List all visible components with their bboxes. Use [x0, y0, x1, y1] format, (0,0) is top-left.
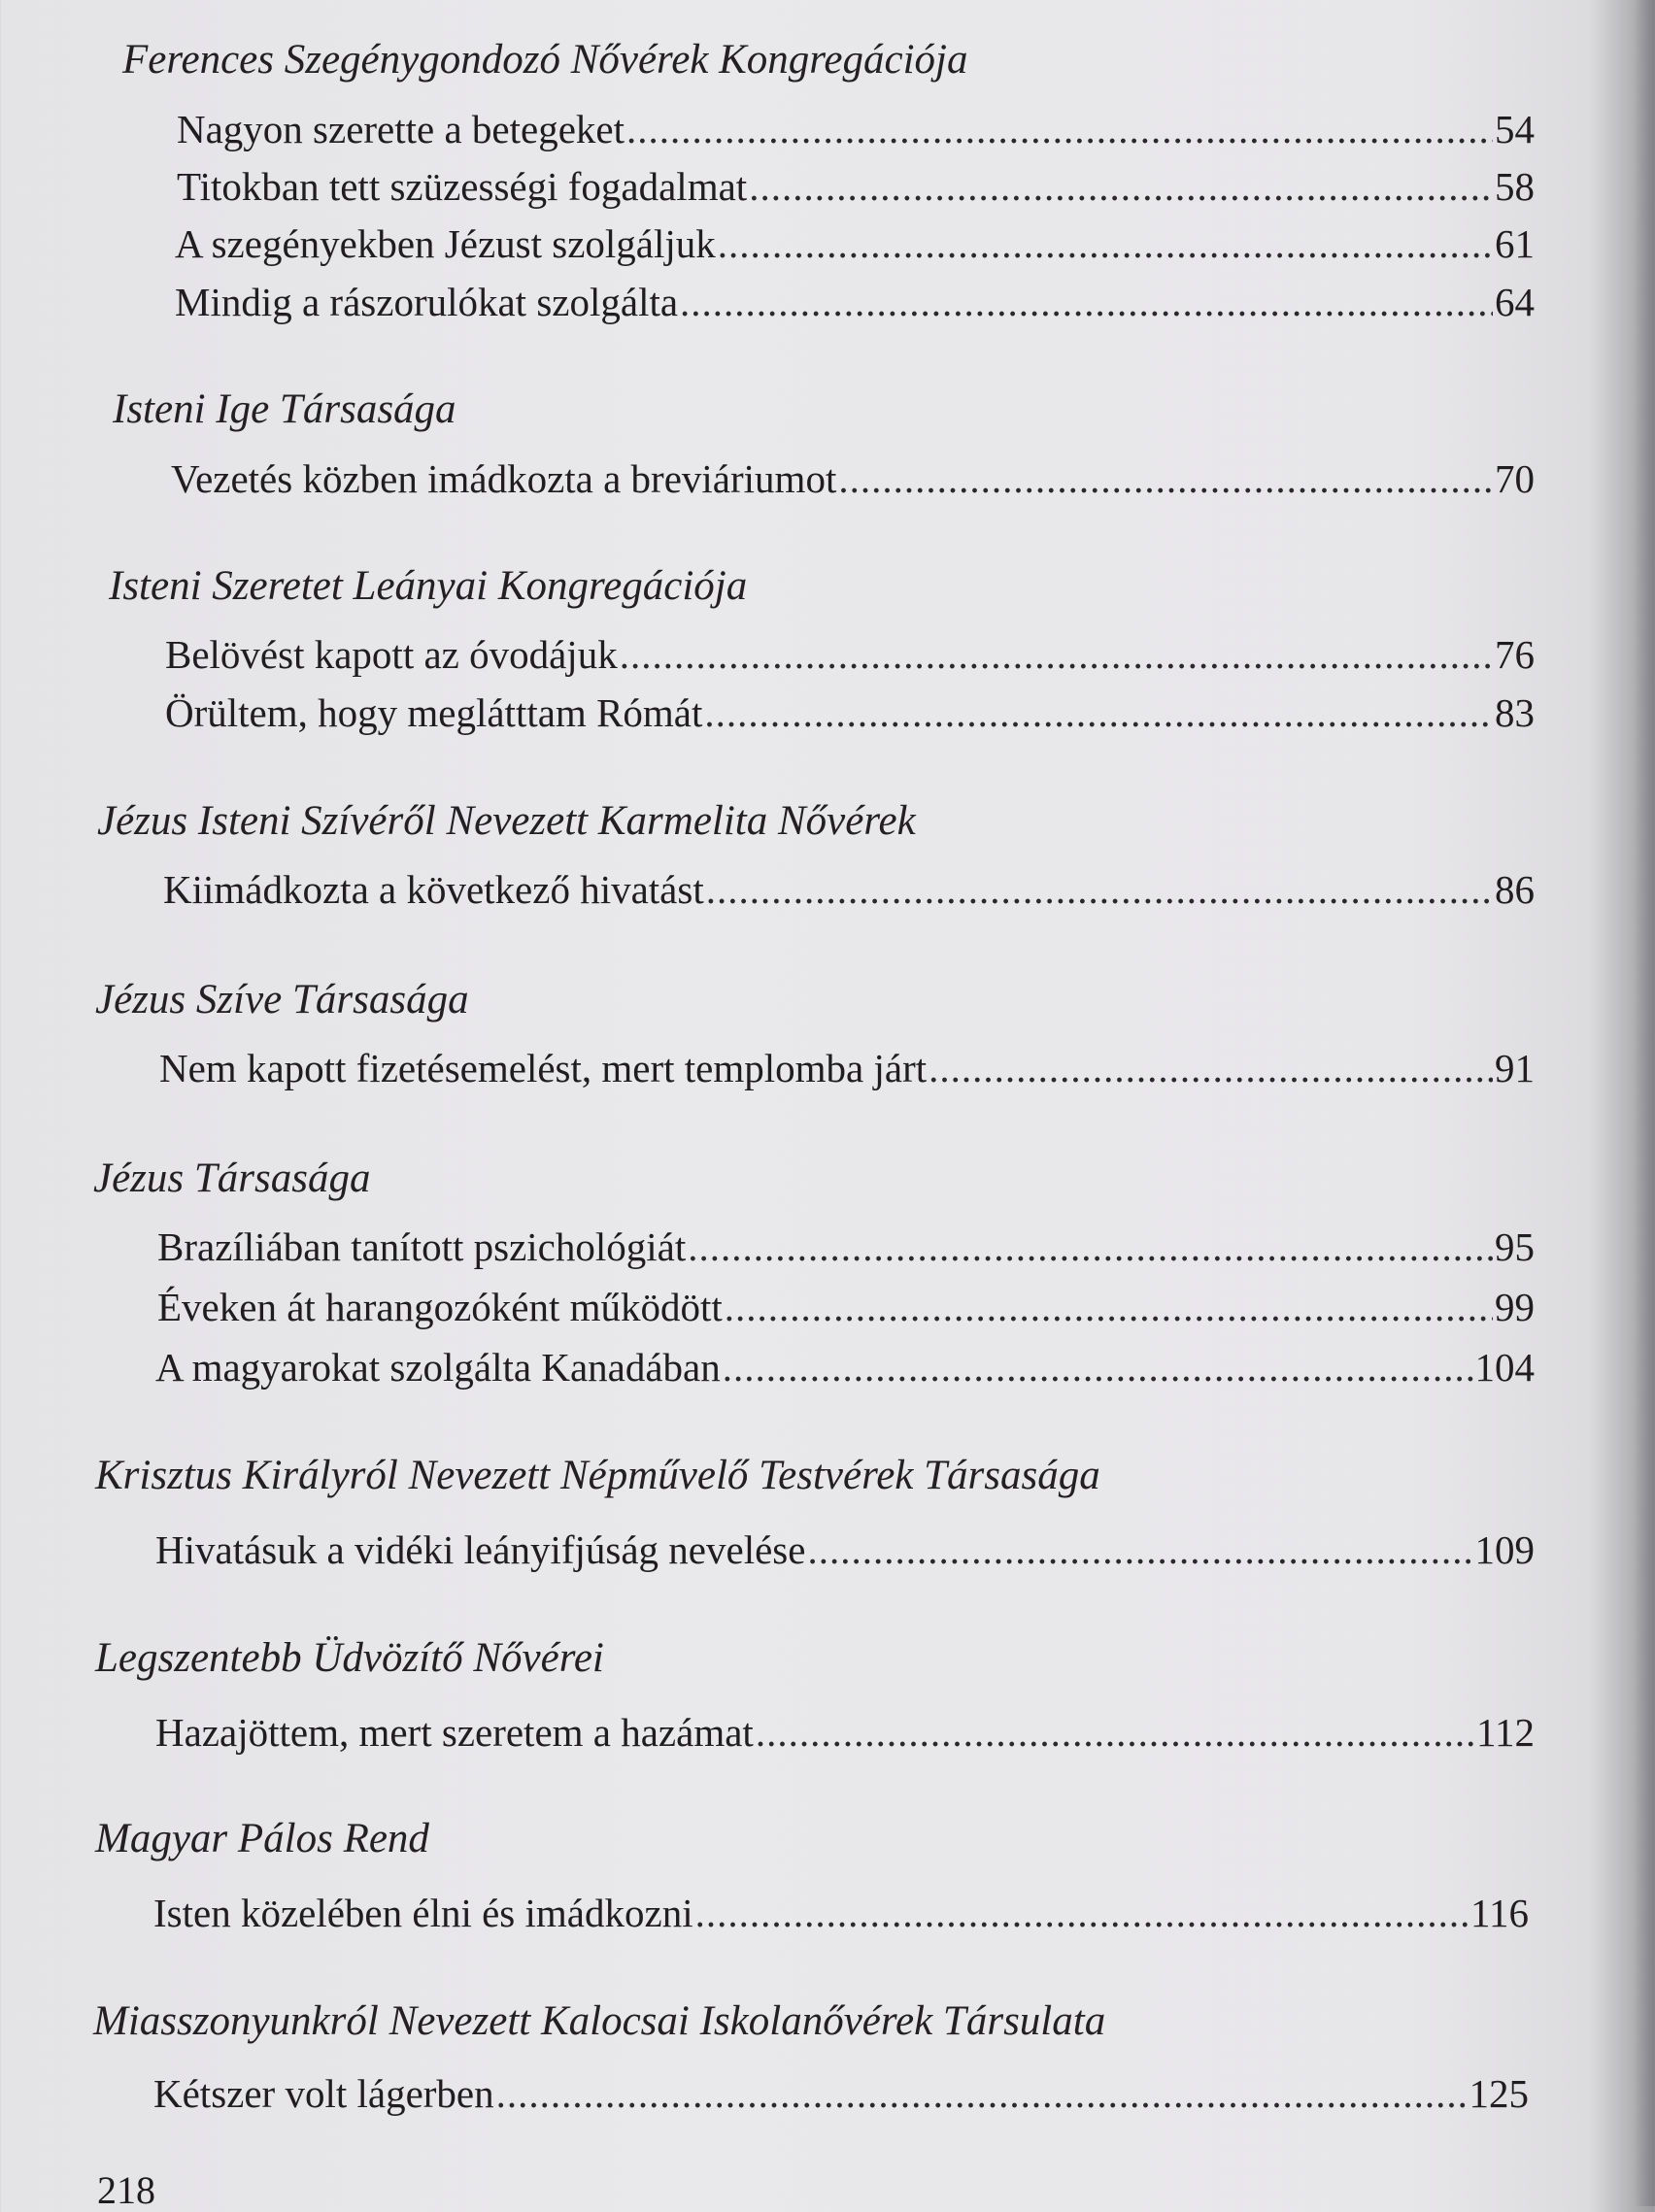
toc-entry[interactable] [157, 1224, 1535, 1269]
toc-entry[interactable] [153, 1891, 1529, 1935]
dot-leader [704, 693, 1493, 733]
entry-title: Belövést kapott az óvodájuk [165, 632, 618, 677]
entry-page-number: 54 [1495, 107, 1535, 151]
dot-leader [680, 283, 1493, 322]
dot-leader [723, 1348, 1473, 1388]
toc-entry[interactable] [165, 632, 1535, 677]
entry-page-number: 125 [1469, 2071, 1529, 2116]
entry-page-number: 64 [1495, 280, 1535, 324]
entry-page-number: 112 [1476, 1710, 1535, 1755]
toc-entry[interactable] [171, 456, 1535, 501]
entry-page-number: 91 [1495, 1046, 1535, 1090]
dot-leader [688, 1227, 1493, 1267]
toc-entry[interactable] [159, 1046, 1535, 1090]
entry-title: Brazíliában tanított pszichológiát [157, 1224, 687, 1269]
section-heading: Isteni Szeretet Leányai Kongregációja [109, 563, 748, 609]
toc-entry[interactable] [175, 221, 1535, 266]
toc-entry[interactable] [163, 867, 1535, 912]
entry-title: A szegényekben Jézust szolgáljuk [175, 221, 716, 266]
dot-leader [626, 110, 1493, 150]
entry-title: Nagyon szerette a betegeket [177, 107, 625, 151]
dot-leader [807, 1530, 1472, 1570]
entry-title: Örültem, hogy meglátttam Rómát [165, 690, 703, 735]
dot-leader [718, 224, 1493, 264]
dot-leader [838, 459, 1493, 499]
entry-title: Vezetés közben imádkozta a breviáriumot [171, 456, 837, 501]
entry-title: Éveken át harangozóként működött [157, 1285, 723, 1329]
dot-leader [725, 1288, 1493, 1327]
dot-leader [749, 167, 1493, 207]
dot-leader [620, 635, 1493, 675]
dot-leader [706, 870, 1493, 910]
entry-page-number: 76 [1495, 632, 1535, 677]
toc-entry[interactable] [165, 690, 1535, 735]
entry-title: Hazajöttem, mert szeretem a hazámat [155, 1710, 754, 1755]
entry-page-number: 116 [1470, 1891, 1529, 1935]
entry-title: Kétszer volt lágerben [153, 2071, 494, 2116]
entry-page-number: 58 [1495, 164, 1535, 209]
entry-title: Isten közelében élni és imádkozni [153, 1891, 693, 1935]
section-heading: Jézus Társasága [93, 1156, 371, 1201]
section-heading: Magyar Pálos Rend [95, 1816, 429, 1861]
entry-title: A magyarokat szolgálta Kanadában [155, 1345, 721, 1390]
toc-entry[interactable] [177, 107, 1535, 151]
book-gutter-shadow [1634, 0, 1655, 2206]
entry-page-number: 95 [1495, 1224, 1535, 1269]
entry-title: Kiimádkozta a következő hivatást [163, 867, 704, 912]
dot-leader [496, 2074, 1468, 2114]
section-heading: Legszentebb Üdvözítő Nővérei [95, 1635, 604, 1681]
section-heading: Jézus Szíve Társasága [95, 977, 469, 1022]
entry-title: Nem kapott fizetésemelést, mert templomba járt [159, 1046, 928, 1090]
entry-title: Hivatásuk a vidéki leányifjúság nevelése [155, 1527, 806, 1572]
entry-page-number: 104 [1474, 1345, 1535, 1390]
entry-page-number: 99 [1495, 1285, 1535, 1329]
entry-title: Titokban tett szüzességi fogadalmat [177, 164, 748, 209]
entry-page-number: 70 [1495, 456, 1535, 501]
section-heading: Isteni Ige Társasága [113, 386, 456, 432]
section-heading: Miasszonyunkról Nevezett Kalocsai Iskolanővérek Társulata [93, 1998, 1106, 2044]
entry-page-number: 86 [1495, 867, 1535, 912]
section-heading: Krisztus Királyról Nevezett Népművelő Testvérek Társasága [95, 1453, 1100, 1498]
section-heading: Ferences Szegénygondozó Nővérek Kongregációja [122, 37, 968, 83]
toc-entry[interactable] [155, 1710, 1535, 1755]
dot-leader [756, 1713, 1474, 1753]
toc-entry[interactable] [177, 164, 1535, 209]
section-heading: Jézus Isteni Szívéről Nevezett Karmelita Nővérek [97, 798, 916, 844]
entry-page-number: 61 [1495, 221, 1535, 266]
toc-entry[interactable] [153, 2071, 1529, 2116]
dot-leader [695, 1894, 1469, 1933]
entry-page-number: 109 [1474, 1527, 1535, 1572]
entry-page-number: 83 [1495, 690, 1535, 735]
entry-title: Mindig a rászorulókat szolgálta [175, 280, 679, 324]
page-number: 218 [97, 2168, 155, 2212]
toc-entry[interactable] [175, 280, 1535, 324]
toc-entry[interactable] [155, 1345, 1535, 1390]
toc-entry[interactable] [155, 1527, 1535, 1572]
dot-leader [929, 1049, 1493, 1089]
toc-entry[interactable] [157, 1285, 1535, 1329]
